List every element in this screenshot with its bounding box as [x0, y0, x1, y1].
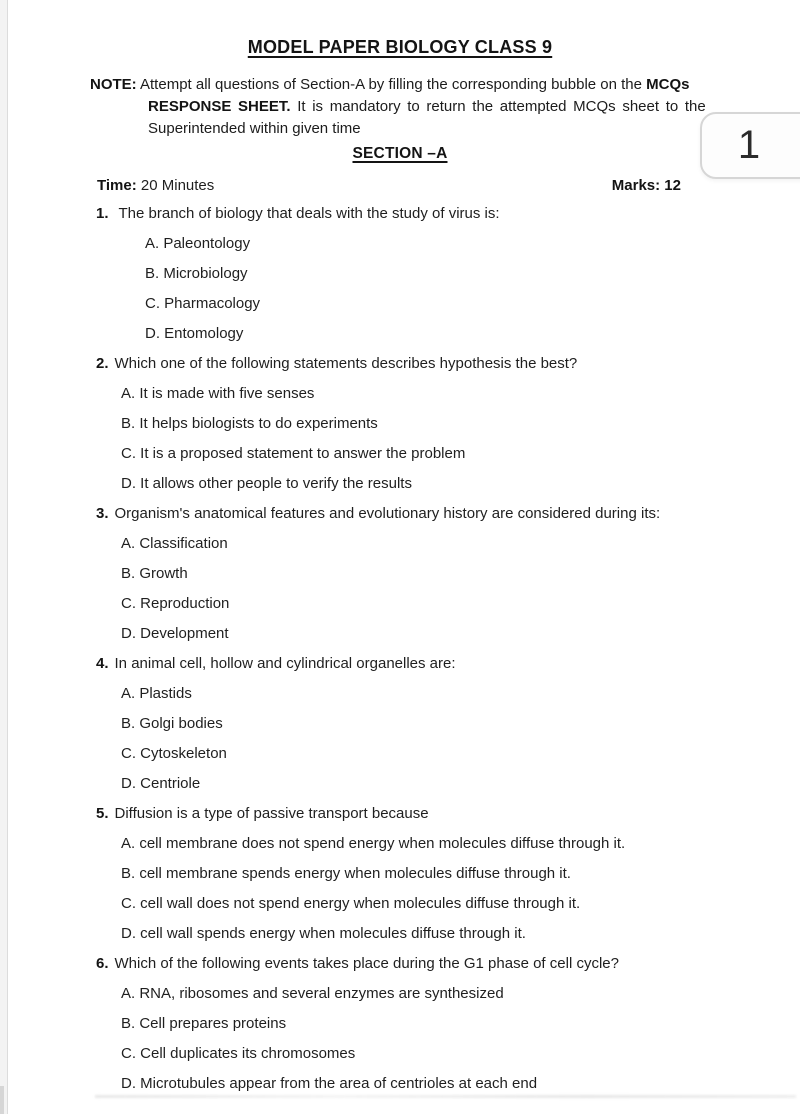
exam-note: [90, 74, 716, 140]
question-block-2: [0, 349, 800, 499]
question-block-4: [0, 649, 800, 799]
question-text: [0, 949, 800, 979]
option-item: B. Microbiology: [145, 265, 248, 282]
question-block-5: [0, 799, 800, 949]
section-heading: SECTION –A: [352, 145, 448, 162]
option-item: A. Plastids: [121, 685, 192, 702]
option-item: B. cell membrane spends energy when molecules diffuse through it.: [121, 865, 571, 882]
question-number: 1.: [96, 205, 109, 222]
note-line-2-text: It is mandatory to return the attempted MCQs sheet to the: [290, 98, 706, 115]
question-text: [0, 199, 800, 229]
page-number-badge: [700, 112, 800, 179]
question-text: [0, 349, 800, 379]
question-title: Which of the following events takes place during the G1 phase of cell cycle?: [114, 955, 619, 972]
note-line-3-text: Superintended within given time: [148, 120, 361, 137]
page-scan-edge-mark: [0, 1086, 4, 1114]
option-item: B. It helps biologists to do experiments: [121, 415, 378, 432]
note-line-2-bold: RESPONSE SHEET.: [148, 98, 291, 115]
section-row: [0, 144, 800, 164]
question-title: In animal cell, hollow and cylindrical organelles are:: [114, 655, 456, 672]
time-marks-row: [97, 176, 681, 195]
question-block-1: [0, 199, 800, 349]
question-block-3: [0, 499, 800, 649]
note-line-3: [90, 118, 716, 140]
option-item: C. Pharmacology: [145, 295, 261, 312]
time-value: 20 Minutes: [136, 177, 215, 194]
question-number: 2.: [96, 355, 109, 372]
option-item: C. Cytoskeleton: [121, 745, 227, 762]
page-scan-edge: [0, 0, 8, 1114]
question-number: 6.: [96, 955, 109, 972]
option-item: D. Microtubules appear from the area of centrioles at each end: [121, 1075, 538, 1092]
option-item: D. Centriole: [121, 775, 201, 792]
option-item: A. It is made with five senses: [121, 385, 315, 402]
note-line-2: [90, 96, 716, 118]
title-row: [0, 0, 800, 60]
option-item: A. Classification: [121, 535, 228, 552]
time-info: [97, 176, 214, 195]
note-line-1-bold: MCQs: [646, 76, 690, 93]
option-item: C. It is a proposed statement to answer the problem: [121, 445, 466, 462]
note-line-1: [90, 74, 716, 96]
option-item: B. Cell prepares proteins: [121, 1015, 287, 1032]
question-text: [0, 799, 800, 829]
time-label: Time:: [97, 177, 137, 194]
question-title: Diffusion is a type of passive transport because: [114, 805, 429, 822]
question-number: 3.: [96, 505, 109, 522]
option-item: D. Entomology: [145, 325, 244, 342]
question-block-6: [0, 949, 800, 1099]
option-item: A. RNA, ribosomes and several enzymes are synthesized: [121, 985, 504, 1002]
cutoff-text-artifact: [95, 1095, 796, 1098]
note-line-1-text: Attempt all questions of Section-A by filling the corresponding bubble on the: [136, 76, 647, 93]
question-text: [0, 649, 800, 679]
paper-title: MODEL PAPER BIOLOGY CLASS 9: [247, 37, 553, 57]
option-item: D. cell wall spends energy when molecules diffuse through it.: [121, 925, 526, 942]
option-item: B. Golgi bodies: [121, 715, 223, 732]
question-title: Organism's anatomical features and evolutionary history are considered during its:: [114, 505, 661, 522]
question-number: 4.: [96, 655, 109, 672]
question-number: 5.: [96, 805, 109, 822]
page-number-label: 1: [737, 123, 761, 167]
option-item: B. Growth: [121, 565, 188, 582]
option-item: D. It allows other people to verify the results: [121, 475, 412, 492]
question-list: [0, 199, 800, 1099]
option-item: C. Cell duplicates its chromosomes: [121, 1045, 356, 1062]
option-item: C. Reproduction: [121, 595, 230, 612]
option-item: A. cell membrane does not spend energy when molecules diffuse through it.: [121, 835, 626, 852]
question-title: Which one of the following statements describes hypothesis the best?: [114, 355, 578, 372]
question-title: The branch of biology that deals with the study of virus is:: [118, 205, 500, 222]
option-item: D. Development: [121, 625, 229, 642]
note-label: NOTE:: [90, 76, 137, 93]
option-item: C. cell wall does not spend energy when molecules diffuse through it.: [121, 895, 581, 912]
option-item: A. Paleontology: [145, 235, 251, 252]
question-text: [0, 499, 800, 529]
marks-value: Marks: 12: [611, 177, 681, 194]
